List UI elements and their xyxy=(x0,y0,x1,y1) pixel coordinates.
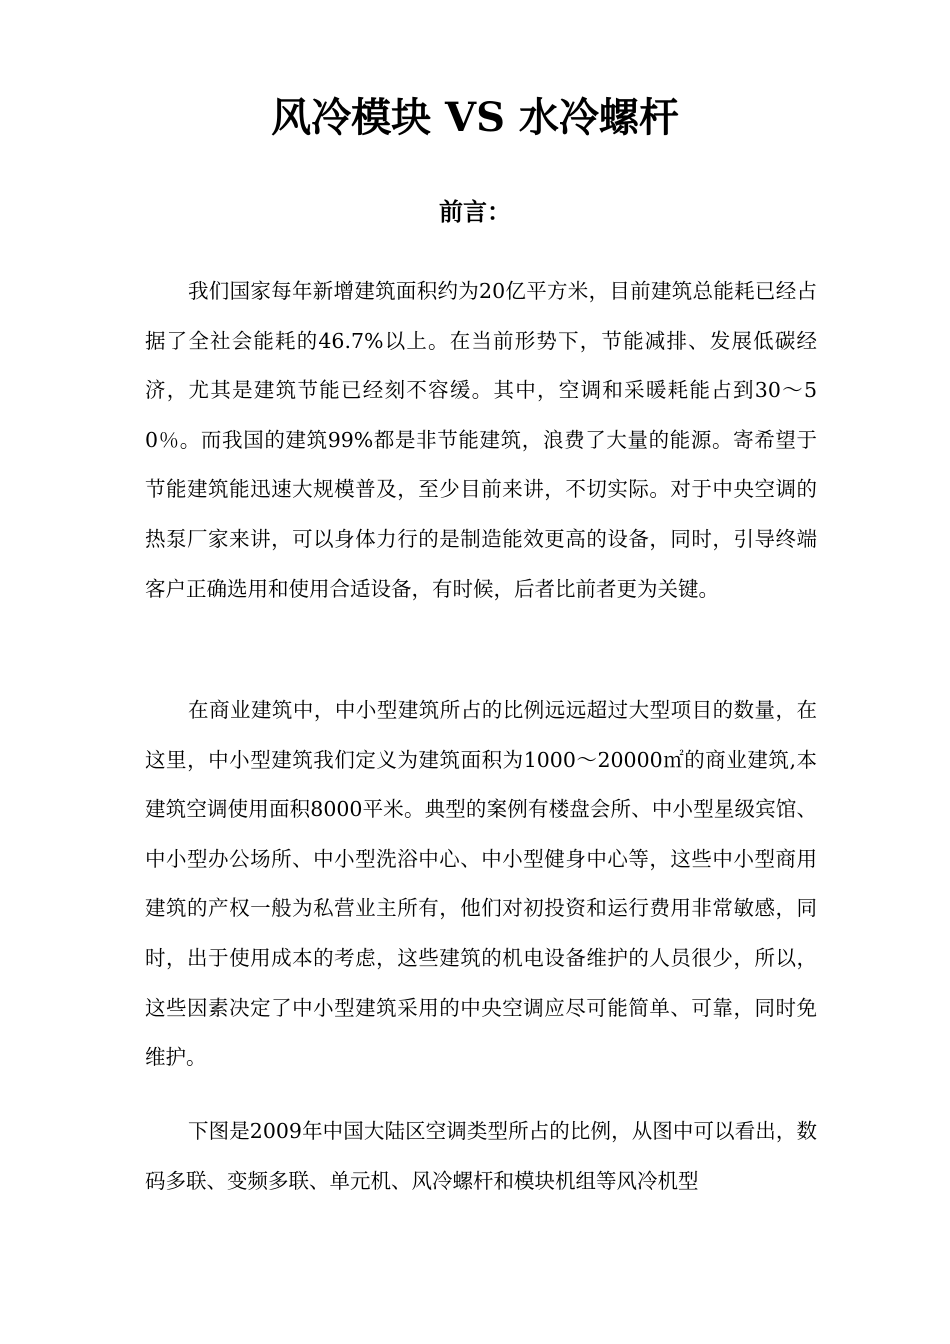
paragraph-1: 我们国家每年新增建筑面积约为20亿平方米，目前建筑总能耗已经占据了全社会能耗的46.7%以上。在当前形势下，节能减排、发展低碳经济，尤其是建筑节能已经刻不容缓。其中，空调和采暖耗能占到30～50％。而我国的建筑99%都是非节能建筑，浪费了大量的能源。寄希望于节能建筑能迅速大规模普及，至少目前来讲，不切实际。对于中央空调的热泵厂家来讲，可以身体力行的是制造能效更高的设备，同时，引导终端客户正确选用和使用合适设备，有时候，后者比前者更为关键。 xyxy=(145,279,817,601)
paragraph-3: 下图是2009年中国大陆区空调类型所占的比例，从图中可以看出，数码多联、变频多联、单元机、风冷螺杆和模块机组等风冷机型 xyxy=(145,1119,817,1193)
paragraph-2: 在商业建筑中，中小型建筑所占的比例远远超过大型项目的数量，在这里，中小型建筑我们定义为建筑面积为1000～20000㎡的商业建筑,本建筑空调使用面积8000平米。典型的案例有楼盘会所、中小型星级宾馆、中小型办公场所、中小型洗浴中心、中小型健身中心等，这些中小型商用建筑的产权一般为私营业主所有，他们对初投资和运行费用非常敏感，同时，出于使用成本的考虑，这些建筑的机电设备维护的人员很少，所以，这些因素决定了中小型建筑采用的中央空调应尽可能简单、可靠，同时免维护。 xyxy=(145,698,817,1070)
section-heading: 前言： xyxy=(439,197,511,226)
document-title: 风冷模块 VS 水冷螺杆 xyxy=(271,94,679,141)
